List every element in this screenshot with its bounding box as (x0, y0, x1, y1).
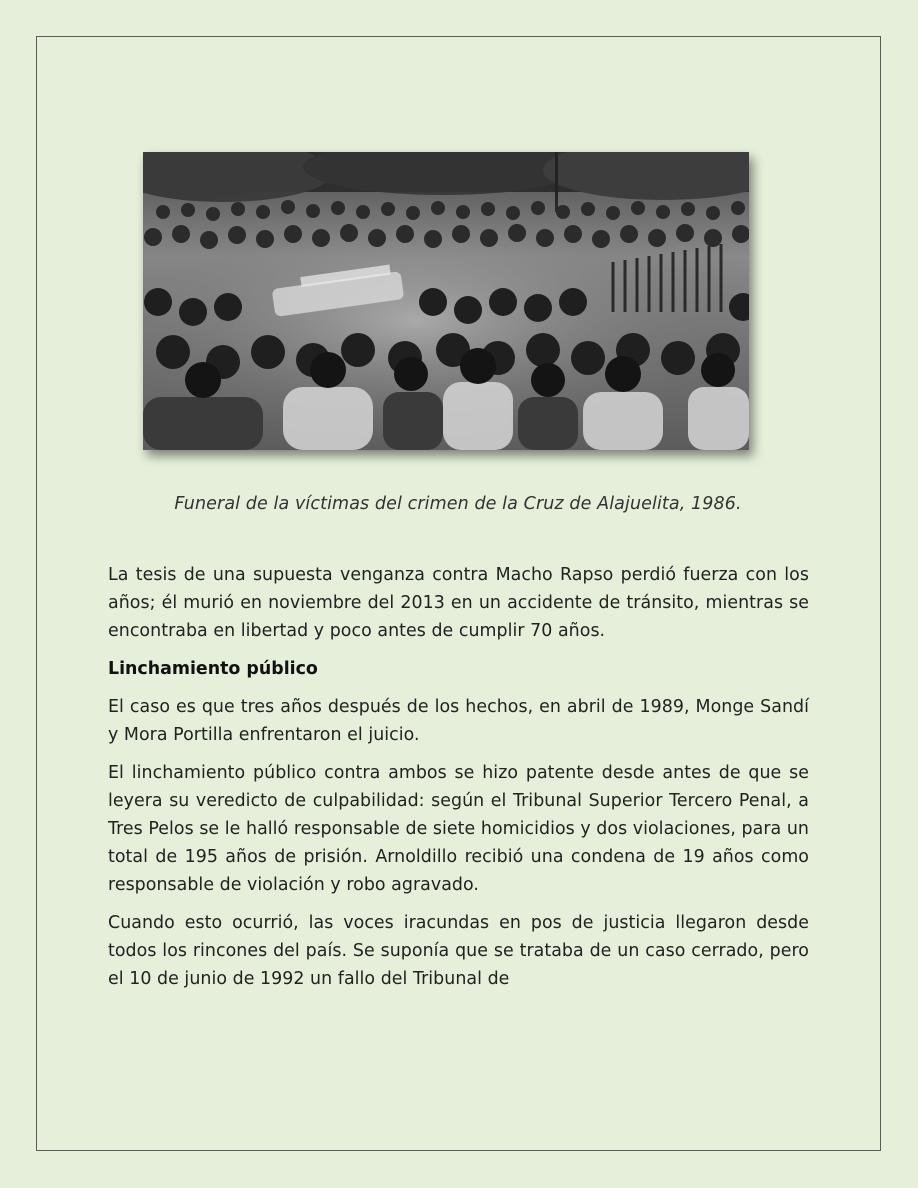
paragraph: La tesis de una supuesta venganza contra Macho Rapso perdió fuerza con los años; él murió en noviembre del 2013 en un accidente de tránsito, mientras se encontraba en libertad y poco antes de cumplir 70 años. (108, 565, 809, 641)
paragraph: El linchamiento público contra ambos se hizo patente desde antes de que se leyera su veredicto de culpabilidad: según el Tribunal Superior Tercero Penal, a Tres Pelos se le halló responsable de siete homicidios y dos violaciones, para un total de 195 años de prisión. Arnoldillo recibió una condena de 19 años como responsable de violación y robo agravado. (108, 763, 809, 895)
section-heading: Linchamiento público (108, 659, 318, 679)
paragraph: El caso es que tres años después de los hechos, en abril de 1989, Monge Sandí y Mora Portilla enfrentaron el juicio. (108, 697, 809, 745)
photo-caption: Funeral de la víctimas del crimen de la Cruz de Alajuelita, 1986. (174, 494, 742, 514)
article-body (108, 561, 809, 1003)
paragraph: Cuando esto ocurrió, las voces iracundas en pos de justicia llegaron desde todos los rincones del país. Se suponía que se trataba de un caso cerrado, pero el 10 de junio de 1992 un fallo del Tribunal de (108, 913, 809, 989)
funeral-crowd-photo (143, 152, 749, 450)
